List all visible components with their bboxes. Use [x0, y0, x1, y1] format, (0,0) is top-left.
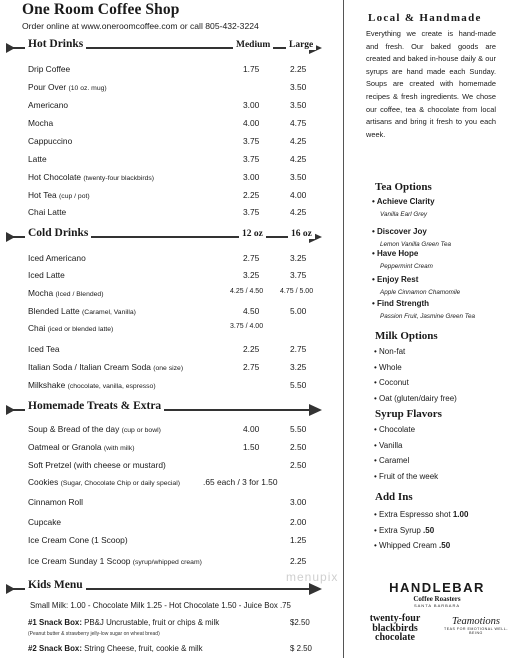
- menu-item: [28, 460, 328, 475]
- tea-description: Apple Cinnamon Chamomile: [380, 289, 461, 296]
- snack-box-2-desc: String Cheese, fruit, cookie & milk: [81, 644, 203, 653]
- item-name: [28, 380, 156, 390]
- item-note: (cup or bowl): [121, 427, 161, 434]
- tea-options-title: Tea Options: [375, 181, 432, 193]
- item-label: Iced Americano: [28, 253, 86, 263]
- item-label: Ice Cream Cone (1 Scoop): [28, 535, 128, 545]
- local-text: Everything we create is hand-made and fresh. Our baked goods are created and baked in-house daily & our syrups are hand made each Sunday. Soups are created with homemade recipes & fresh ingredients. We chose our coffee, tea & chocolate from local artisans and bring it fresh to you each week.: [366, 29, 496, 139]
- price-first: 1.75: [243, 64, 260, 74]
- teamotions-logo: [440, 616, 512, 635]
- menu-item: [28, 306, 328, 321]
- price-first: 3.75: [243, 154, 260, 164]
- kids-header: [6, 578, 322, 596]
- menu-item: [28, 207, 328, 222]
- item-name: [28, 82, 107, 92]
- menu-item: [28, 535, 328, 550]
- item-name: [28, 535, 128, 545]
- item-label: Iced Tea: [28, 344, 60, 354]
- menu-item: [28, 136, 328, 151]
- section-title: Homemade Treats & Extra: [25, 400, 164, 412]
- menu-item: [28, 477, 328, 492]
- list-item: • Fruit of the week: [374, 471, 439, 481]
- price-second: 3.00: [290, 497, 307, 507]
- item-label: Blended Latte: [28, 306, 80, 316]
- price-second: 4.75: [290, 118, 307, 128]
- item-name: [28, 424, 161, 434]
- snack-box-2-label: #2 Snack Box:: [28, 644, 82, 653]
- item-name: [28, 517, 61, 527]
- arrow-head-icon: [309, 583, 322, 595]
- tea-description: Vanilla Earl Grey: [380, 211, 428, 218]
- menu-item: [28, 172, 328, 187]
- snack-box-2-price: $ 2.50: [290, 644, 312, 653]
- add-in-item: • Extra Espresso shot 1.00: [374, 510, 469, 519]
- price-second: 3.50: [290, 172, 307, 182]
- item-name: [28, 154, 47, 164]
- add-in-price: 1.00: [452, 510, 469, 519]
- item-label: Soup & Bread of the day: [28, 424, 120, 434]
- snack-box-1-desc: PB&J Uncrustable, fruit or chips & milk: [81, 618, 220, 627]
- item-name: [28, 362, 183, 372]
- tea-description: Passion Fruit, Jasmine Green Tea: [380, 313, 475, 320]
- item-note: (syrup/whipped cream): [132, 559, 202, 566]
- price-first: 1.50: [243, 442, 260, 452]
- item-label: Drip Coffee: [28, 64, 71, 74]
- teamotions-wordmark: Teamotions: [451, 616, 501, 627]
- menu-item: [28, 344, 328, 359]
- price-second: 4.25: [290, 154, 307, 164]
- menu-item: [28, 82, 328, 97]
- menu-item: [28, 517, 328, 532]
- item-label: Hot Tea: [28, 190, 57, 200]
- price-second: 2.00: [290, 517, 307, 527]
- item-label: Mocha: [28, 118, 54, 128]
- item-note: (iced or blended latte): [47, 326, 114, 333]
- price-second: 4.25: [290, 136, 307, 146]
- menu-item: [28, 556, 328, 571]
- item-note: (twenty-four blackbirds): [83, 175, 155, 182]
- column-16oz: 16 oz: [288, 229, 315, 239]
- teamotions-sub: TEAS FOR EMOTIONAL WELL-BEING: [444, 627, 508, 635]
- item-label: Cinnamon Roll: [28, 497, 83, 507]
- price-second: 5.50: [290, 380, 307, 390]
- tea-description: Peppermint Cream: [380, 263, 433, 270]
- item-label: Hot Chocolate: [28, 172, 82, 182]
- item-note: (10 oz. mug): [68, 85, 107, 92]
- section-title: Kids Menu: [25, 579, 86, 591]
- snack-box-1-label: #1 Snack Box:: [28, 618, 82, 627]
- item-label: Italian Soda / Italian Cream Soda: [28, 362, 151, 372]
- column-large: Large: [286, 40, 316, 50]
- list-item: • Coconut: [374, 378, 409, 387]
- handlebar-wordmark: HANDLEBAR: [389, 580, 485, 595]
- item-name: [28, 100, 68, 110]
- item-label: Mocha: [28, 288, 54, 298]
- item-note: (Iced / Blended): [55, 291, 104, 298]
- arrow-tail-icon: [6, 43, 15, 53]
- price-first: 2.25: [243, 190, 260, 200]
- item-name: [28, 270, 65, 280]
- tea-name: • Find Strength: [372, 299, 430, 308]
- item-label: Ice Cream Sunday 1 Scoop: [28, 556, 131, 566]
- milk-options-title: Milk Options: [375, 330, 438, 342]
- item-name: [28, 556, 202, 566]
- menu-item: [28, 154, 328, 169]
- menu-item: [28, 380, 328, 395]
- snack-box-1-price: $2.50: [290, 618, 310, 627]
- item-name: [28, 172, 154, 182]
- local-title: Local & Handmade: [368, 12, 482, 24]
- list-item: • Chocolate: [374, 425, 416, 434]
- snack-box-2: [28, 644, 203, 653]
- price-first: 3.25: [243, 270, 260, 280]
- item-name: [28, 306, 136, 316]
- kids-drinks: Small Milk: 1.00 - Chocolate Milk 1.25 - Hot Chocolate 1.50 - Juice Box .75: [30, 601, 291, 610]
- menu-item: [28, 288, 328, 303]
- menu-item: [28, 253, 328, 268]
- item-label: Latte: [28, 154, 47, 164]
- column-divider: [343, 0, 344, 658]
- price-first: 3.00: [243, 100, 260, 110]
- hot-drinks-header: [6, 37, 322, 55]
- section-title: Cold Drinks: [25, 227, 91, 239]
- item-name: [28, 344, 60, 354]
- price-first: 4.00: [243, 424, 260, 434]
- item-label: Soft Pretzel (with cheese or mustard): [28, 460, 166, 470]
- list-item: • Vanilla: [374, 440, 403, 450]
- add-ins-title: Add Ins: [375, 491, 413, 503]
- price-second: 3.75: [290, 270, 307, 280]
- item-label: Chai Latte: [28, 207, 67, 217]
- price-second: 4.00: [290, 190, 307, 200]
- item-name: [28, 136, 72, 146]
- item-note: (with milk): [103, 445, 135, 452]
- price-first: 3.00: [243, 172, 260, 182]
- item-label: Cookies: [28, 477, 59, 487]
- tea-name: • Discover Joy: [372, 227, 427, 236]
- handlebar-location: SANTA BARBARA: [413, 603, 461, 608]
- item-name: [28, 64, 70, 74]
- price-first: 2.25: [243, 344, 260, 354]
- menu-item: [28, 270, 328, 285]
- price-second: 3.50: [290, 82, 307, 92]
- menu-item: [28, 362, 328, 377]
- column-medium: Medium: [233, 40, 273, 50]
- menu-item: [28, 118, 328, 133]
- shop-title: One Room Coffee Shop: [22, 1, 180, 18]
- add-in-price: .50: [439, 541, 451, 550]
- menu-item: [28, 497, 328, 512]
- item-note: (one size): [153, 365, 184, 372]
- item-name: [28, 207, 66, 217]
- price-second: 2.25: [290, 64, 307, 74]
- order-info: Order online at www.oneroomcoffee.com or call 805-432-3224: [22, 21, 259, 31]
- item-note: (Caramel, Vanilla): [82, 309, 136, 316]
- tea-description: Lemon Vanilla Green Tea: [380, 241, 451, 248]
- item-name: [28, 460, 166, 470]
- price-second: 1.25: [290, 535, 307, 545]
- price-second: 4.25: [290, 207, 307, 217]
- price-second: 4.75 / 5.00: [280, 288, 314, 295]
- price-second: 2.50: [290, 460, 307, 470]
- price-second: 2.25: [290, 556, 307, 566]
- item-label: Cupcake: [28, 517, 62, 527]
- menu-item: [28, 190, 328, 205]
- item-label: Pour Over: [28, 82, 67, 92]
- arrow-tail-icon: [6, 232, 15, 242]
- item-name: [28, 477, 180, 487]
- arrow-tail-icon: [6, 405, 15, 415]
- item-label: Oatmeal or Granola: [28, 442, 102, 452]
- menu-item: [28, 442, 328, 457]
- blackbirds-logo: twenty-four blackbirds chocolate: [369, 613, 421, 643]
- price-second: 5.00: [290, 306, 307, 316]
- price-second: 2.50: [290, 442, 307, 452]
- item-name: [28, 442, 134, 452]
- section-title: Hot Drinks: [25, 38, 86, 50]
- item-name: [28, 190, 90, 200]
- item-label: Americano: [28, 100, 69, 110]
- item-note: (chocolate, vanilla, espresso): [67, 383, 156, 390]
- price-first: 3.75: [243, 207, 260, 217]
- item-label: Chai: [28, 323, 46, 333]
- menu-item: [28, 323, 328, 338]
- list-item: • Caramel: [374, 456, 410, 465]
- price-first: 3.75 / 4.00: [230, 323, 264, 330]
- item-note: (cup / pot): [59, 193, 90, 200]
- snack-box-1-note: (Peanut butter & strawberry jelly-low sugar on wheat bread): [28, 631, 160, 637]
- price-second: 3.25: [290, 253, 307, 263]
- cold-drinks-header: [6, 226, 322, 244]
- tea-name: • Enjoy Rest: [372, 275, 419, 284]
- watermark: menupix: [286, 570, 339, 584]
- handlebar-logo: [372, 580, 502, 608]
- price-first: 4.00: [243, 118, 260, 128]
- list-item: • Oat (gluten/dairy free): [374, 393, 457, 403]
- snack-box-1: [28, 618, 219, 627]
- item-name: [28, 323, 113, 333]
- syrup-flavors-title: Syrup Flavors: [375, 408, 442, 420]
- list-item: • Non-fat: [374, 347, 406, 356]
- item-label: Milkshake: [28, 380, 66, 390]
- price-first: 3.75: [243, 136, 260, 146]
- item-name: [28, 253, 86, 263]
- menu-item: [28, 100, 328, 115]
- item-name: [28, 497, 83, 507]
- tea-name: • Have Hope: [372, 249, 419, 258]
- treats-header: [6, 399, 322, 417]
- price-first: 2.75: [243, 253, 260, 263]
- price-second: 5.50: [290, 424, 307, 434]
- add-in-item: • Whipped Cream .50: [374, 541, 451, 550]
- item-price: .65 each / 3 for 1.50: [203, 477, 278, 487]
- price-second: 2.75: [290, 344, 307, 354]
- menu-item: [28, 64, 328, 79]
- add-in-item: • Extra Syrup .50: [374, 525, 435, 535]
- price-first: 4.50: [243, 306, 260, 316]
- arrow-tail-icon: [6, 584, 15, 594]
- list-item: • Whole: [374, 362, 402, 372]
- item-label: Cappuccino: [28, 136, 73, 146]
- item-name: [28, 118, 53, 128]
- price-second: 3.50: [290, 100, 307, 110]
- price-first: 2.75: [243, 362, 260, 372]
- handlebar-sub: Coffee Roasters: [413, 595, 461, 603]
- price-second: 3.25: [290, 362, 307, 372]
- tea-name: • Achieve Clarity: [372, 197, 435, 206]
- menu-item: [28, 424, 328, 439]
- item-name: [28, 288, 103, 298]
- arrow-head-icon: [309, 404, 322, 416]
- item-label: Iced Latte: [28, 270, 65, 280]
- add-in-price: .50: [423, 525, 435, 535]
- item-note: (Sugar, Chocolate Chip or daily special): [60, 480, 180, 487]
- column-12oz: 12 oz: [239, 229, 266, 239]
- price-first: 4.25 / 4.50: [230, 288, 264, 295]
